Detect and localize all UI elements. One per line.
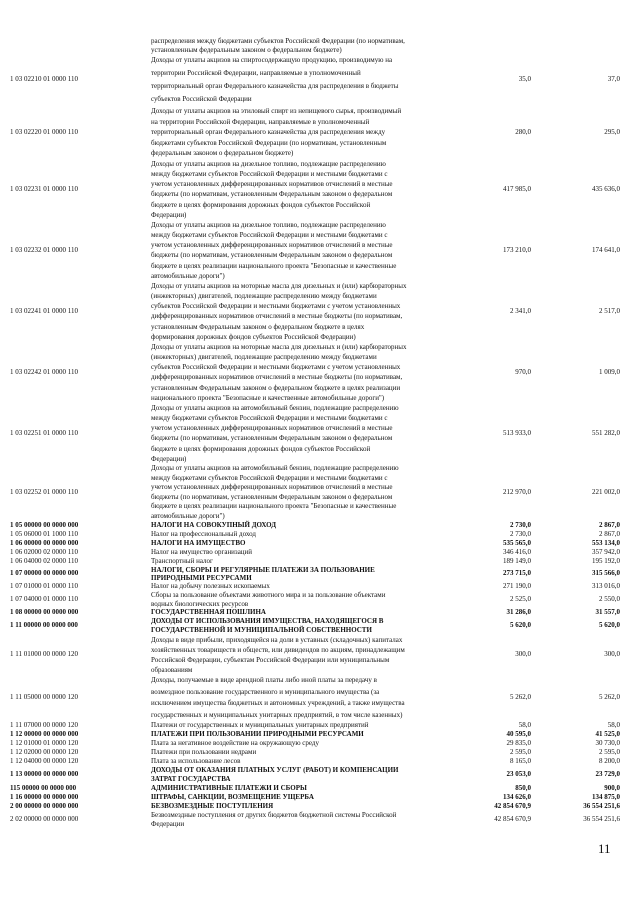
row-code: 1 12 04000 00 0000 120	[10, 756, 79, 765]
description-line: дифференцированных нормативов отчислений в местные бюджеты (по нормативам,	[151, 373, 403, 382]
description-line: между бюджетами субъектов Российской Федерации и местными бюджетами с	[151, 414, 388, 423]
description-line: национального проекта "Безопасные и качественные автомобильные дороги")	[151, 393, 385, 402]
row-description	[151, 557, 451, 566]
description-line: Доходы от уплаты акцизов на дизельное топливо, подлежащие распределению	[151, 160, 386, 168]
table-row	[0, 281, 640, 342]
table-row	[0, 730, 640, 739]
row-value-year2: 2 517,0	[599, 306, 620, 315]
table-row	[0, 608, 640, 617]
description-line: бюджеты (по нормативам, установленным Федеральным законом о федеральном	[151, 434, 393, 443]
row-value-year2: 5 262,0	[599, 693, 620, 701]
description-line: Сборы за пользование объектами животного мира и за пользование объектами	[151, 591, 386, 599]
table-row	[0, 566, 640, 582]
table-row	[0, 159, 640, 220]
row-description	[151, 106, 451, 159]
row-code: 1 03 02241 01 0000 110	[10, 306, 78, 315]
row-value-year2: 2 867,0	[599, 520, 620, 529]
row-value-year1: 2 730,0	[510, 529, 531, 538]
row-value-year1: 2 341,0	[510, 306, 531, 315]
row-value-year1: 2 525,0	[510, 594, 531, 603]
description-line: Транспортный налог	[151, 557, 213, 565]
description-line: НАЛОГИ НА ИМУЩЕСТВО	[151, 539, 246, 547]
description-line: водных биологических ресурсов	[151, 599, 249, 608]
row-value-year2: 2 595,0	[599, 747, 620, 756]
row-value-year2: 8 200,0	[599, 756, 620, 765]
description-line: Доходы от уплаты акцизов на автомобильный бензин, подлежащие распределению	[151, 464, 399, 472]
row-code: 1 03 02210 01 0000 110	[10, 75, 78, 83]
row-value-year1: 273 715,0	[503, 569, 531, 577]
description-line: учетом установленных дифференцированных нормативов отчислений в местные	[151, 180, 393, 189]
row-value-year1: 417 985,0	[503, 184, 531, 193]
description-line: бюджете в целях формирования дорожных фондов субъектов Российской	[151, 444, 371, 453]
row-code: 115 00000 00 0000 000	[10, 783, 77, 792]
description-line: ПРИРОДНЫМИ РЕСУРСАМИ	[151, 574, 252, 582]
row-description	[151, 582, 451, 591]
description-line: между бюджетами субъектов Российской Федерации и местными бюджетами с	[151, 231, 388, 240]
description-line: Безвозмездные поступления от других бюджетов бюджетной системы Российской	[151, 811, 397, 819]
row-value-year1: 970,0	[515, 367, 531, 376]
row-code: 1 03 02251 01 0000 110	[10, 428, 78, 437]
description-line: установленным Федеральным законом о федеральном бюджете в целях реализации	[151, 383, 401, 392]
row-value-year1: 535 565,0	[503, 538, 531, 547]
table-row	[0, 106, 640, 159]
row-value-year1: 173 210,0	[503, 245, 531, 254]
row-value-year2: 900,0	[604, 783, 620, 792]
row-code: 1 03 02252 01 0000 110	[10, 487, 78, 496]
row-value-year2: 41 525,0	[595, 729, 620, 738]
row-description	[151, 159, 451, 220]
row-value-year2: 2 550,0	[599, 594, 620, 603]
description-line: НАЛОГИ, СБОРЫ И РЕГУЛЯРНЫЕ ПЛАТЕЖИ ЗА ПОЛЬЗОВАНИЕ	[151, 566, 375, 574]
description-line: Доходы от уплаты акцизов на спиртосодержащую продукцию, производимую на	[151, 56, 393, 64]
row-value-year2: 221 002,0	[592, 487, 620, 496]
row-description	[151, 784, 451, 793]
description-line: федеральным законом о федеральном бюджете)	[151, 149, 294, 158]
row-description	[151, 548, 451, 557]
table-row	[0, 521, 640, 530]
row-description	[151, 464, 451, 521]
row-code: 1 11 05000 00 0000 120	[10, 693, 78, 701]
description-line: Доходы от уплаты акцизов на автомобильный бензин, подлежащие распределению	[151, 404, 399, 412]
row-description	[151, 635, 451, 675]
description-line: Плата за использование лесов	[151, 757, 241, 765]
description-line: (инжекторных) двигателей, подлежащие распределению между бюджетами	[151, 353, 377, 362]
row-code: 1 07 04000 01 0000 110	[10, 594, 78, 603]
row-code: 1 11 07000 00 0000 120	[10, 720, 78, 729]
table-row	[0, 403, 640, 464]
description-line: Доходы от уплаты акцизов на этиловый спирт из непищевого сырья, производимый	[151, 107, 402, 115]
table-row	[0, 748, 640, 757]
row-value-year1: 42 854 670,9	[494, 801, 531, 810]
description-line: Федерации	[151, 820, 185, 828]
description-line: НАЛОГИ НА СОВОКУПНЫЙ ДОХОД	[151, 521, 277, 529]
table-row	[0, 530, 640, 539]
row-code: 1 06 00000 00 0000 000	[10, 538, 79, 547]
row-value-year1: 271 190,0	[503, 581, 531, 590]
table-row	[0, 617, 640, 635]
row-description	[151, 793, 451, 802]
row-value-year2: 134 875,0	[592, 792, 620, 801]
row-value-year2: 435 636,0	[592, 184, 620, 193]
description-line: Плата за негативное воздействие на окружающую среду	[151, 739, 319, 747]
description-line: ШТРАФЫ, САНКЦИИ, ВОЗМЕЩЕНИЕ УЩЕРБА	[151, 793, 314, 801]
table-row	[0, 591, 640, 608]
table-row	[0, 220, 640, 281]
description-line: распределения между бюджетами субъектов Российской Федерации (по нормативам,	[151, 37, 405, 45]
table-row	[0, 766, 640, 784]
description-line: ГОСУДАРСТВЕННОЙ И МУНИЦИПАЛЬНОЙ СОБСТВЕННОСТИ	[151, 626, 372, 634]
description-line: территориальный орган Федерального казначейства для распределения в бюджеты	[151, 82, 399, 90]
row-code: 1 03 02231 01 0000 110	[10, 184, 78, 193]
row-value-year1: 134 626,0	[503, 792, 531, 801]
row-code: 1 08 00000 00 0000 000	[10, 607, 79, 616]
table-row	[0, 802, 640, 811]
row-code: 1 03 02232 01 0000 110	[10, 245, 78, 254]
description-line: Платежи при пользовании недрами	[151, 748, 257, 756]
row-description	[151, 766, 451, 784]
description-line: Платежи от государственных и муниципальных унитарных предприятий	[151, 721, 369, 729]
table-row	[0, 342, 640, 403]
description-line: территории Российской Федерации, направляемые в уполномоченный	[151, 69, 361, 77]
row-description	[151, 721, 451, 730]
row-value-year2: 36 554 251,6	[583, 801, 620, 810]
description-line: субъектов Российской Федерации и местными бюджетами с учетом установленных	[151, 302, 401, 311]
row-value-year2: 31 557,0	[595, 607, 620, 616]
row-value-year2: 36 554 251,6	[583, 815, 620, 823]
description-line: учетом установленных дифференцированных нормативов отчислений в местные	[151, 241, 393, 250]
description-line: бюджеты (по нормативам, установленным Федеральным законом о федеральном	[151, 190, 393, 199]
table-row	[0, 811, 640, 829]
row-value-year1: 58,0	[518, 720, 531, 729]
description-line: Налог на добычу полезных ископаемых	[151, 582, 270, 590]
description-line: Налог на профессиональный доход	[151, 530, 256, 538]
description-line: учетом установленных дифференцированных нормативов отчислений в местные	[151, 424, 393, 433]
row-code: 1 12 00000 00 0000 000	[10, 729, 79, 738]
description-line: бюджеты (по нормативам, установленным Федеральным законом о федеральном	[151, 251, 393, 260]
row-code: 1 06 04000 02 0000 110	[10, 556, 78, 565]
table-row	[0, 793, 640, 802]
description-line: бюджете в целях формирования дорожных фондов субъектов Российской	[151, 200, 371, 209]
description-line: бюджеты (по нормативам, установленным Федеральным законом о федеральном	[151, 492, 393, 501]
description-line: бюджете в целях реализации национального проекта "Безопасные и качественные	[151, 261, 397, 270]
row-value-year1: 346 416,0	[503, 547, 531, 556]
table-row	[0, 37, 640, 54]
row-value-year2: 300,0	[604, 650, 620, 658]
row-value-year2: 315 566,0	[592, 569, 620, 577]
row-description	[151, 342, 451, 403]
description-line: ГОСУДАРСТВЕННАЯ ПОШЛИНА	[151, 608, 266, 616]
row-code: 1 03 02220 01 0000 110	[10, 127, 78, 136]
row-description	[151, 521, 451, 530]
description-line: ЗАТРАТ ГОСУДАРСТВА	[151, 775, 231, 783]
description-line: автомобильные дороги")	[151, 511, 225, 520]
table-row	[0, 54, 640, 106]
row-description	[151, 608, 451, 617]
description-line: установленным федеральным законом о федеральном бюджете)	[151, 45, 342, 54]
row-code: 2 02 00000 00 0000 000	[10, 815, 79, 823]
revenue-table	[0, 37, 640, 829]
description-line: Доходы от уплаты акцизов на моторные масла для дизельных и (или) карбюраторных	[151, 343, 407, 351]
row-value-year2: 295,0	[604, 127, 620, 136]
description-line: возмездное пользование государственного и муниципального имущества (за	[151, 687, 380, 696]
row-description	[151, 530, 451, 539]
row-value-year1: 280,0	[515, 127, 531, 136]
row-value-year2: 37,0	[607, 75, 620, 83]
description-line: между бюджетами субъектов Российской Федерации и местными бюджетами с	[151, 170, 388, 179]
row-value-year1: 850,0	[515, 783, 531, 792]
row-description	[151, 281, 451, 342]
row-value-year2: 357 942,0	[592, 547, 620, 556]
row-value-year2: 1 009,0	[599, 367, 620, 376]
description-line: АДМИНИСТРАТИВНЫЕ ПЛАТЕЖИ И СБОРЫ	[151, 784, 307, 792]
table-row	[0, 784, 640, 793]
description-line: государственных и муниципальных унитарных предприятий, в том числе казенных)	[151, 710, 403, 719]
description-line: дифференцированных нормативов отчислений в местные бюджеты (по нормативам,	[151, 312, 403, 321]
row-code: 1 11 00000 00 0000 000	[10, 621, 78, 629]
row-code: 1 16 00000 00 0000 000	[10, 792, 79, 801]
table-row	[0, 582, 640, 591]
description-line: территориальный орган Федерального казначейства для распределения между	[151, 128, 386, 137]
description-line: учетом установленных дифференцированных нормативов отчислений в местные	[151, 483, 393, 491]
row-code: 1 03 02242 01 0000 110	[10, 367, 78, 376]
row-value-year2: 551 282,0	[592, 428, 620, 437]
row-value-year1: 31 286,0	[506, 607, 531, 616]
table-row	[0, 739, 640, 748]
row-code: 1 12 01000 01 0000 120	[10, 738, 79, 747]
description-line: хозяйственных товариществ и обществ, или дивидендов по акциям, принадлежащим	[151, 646, 405, 654]
row-code: 1 07 01000 01 0000 110	[10, 581, 78, 590]
row-value-year1: 513 933,0	[503, 428, 531, 437]
row-value-year1: 2 730,0	[510, 520, 531, 529]
row-description	[151, 539, 451, 548]
row-value-year2: 58,0	[607, 720, 620, 729]
page-number: 11	[598, 841, 611, 856]
row-code: 1 06 02000 02 0000 110	[10, 547, 78, 556]
table-row	[0, 548, 640, 557]
row-value-year2: 313 016,0	[592, 581, 620, 590]
description-line: БЕЗВОЗМЕЗДНЫЕ ПОСТУПЛЕНИЯ	[151, 802, 274, 810]
table-row	[0, 721, 640, 730]
row-value-year1: 5 262,0	[510, 693, 531, 701]
description-line: установленным Федеральным законом о федеральном бюджете в целях	[151, 322, 365, 331]
row-value-year1: 2 595,0	[510, 747, 531, 756]
description-line: образованиям	[151, 666, 193, 674]
row-value-year1: 189 149,0	[503, 556, 531, 565]
row-description	[151, 675, 451, 721]
row-description	[151, 617, 451, 635]
row-description	[151, 591, 451, 608]
row-code: 2 00 00000 00 0000 000	[10, 801, 79, 810]
description-line: бюджете в целях реализации национального проекта "Безопасные и качественные	[151, 502, 397, 510]
description-line: Доходы от уплаты акцизов на дизельное топливо, подлежащие распределению	[151, 221, 386, 229]
row-code: 1 12 02000 00 0000 120	[10, 747, 79, 756]
row-value-year2: 553 134,0	[592, 538, 620, 547]
row-description	[151, 37, 451, 54]
row-value-year2: 30 730,0	[595, 738, 620, 747]
description-line: Налог на имущество организаций	[151, 548, 253, 556]
description-line: Федерации)	[151, 454, 187, 463]
row-code: 1 07 00000 00 0000 000	[10, 569, 79, 577]
row-value-year2: 2 867,0	[599, 529, 620, 538]
row-value-year1: 29 835,0	[506, 738, 531, 747]
row-code: 1 11 01000 00 0000 120	[10, 650, 78, 658]
row-value-year2: 5 620,0	[599, 621, 620, 629]
description-line: Доходы от уплаты акцизов на моторные масла для дизельных и (или) карбюраторных	[151, 282, 407, 290]
row-description	[151, 748, 451, 757]
row-description	[151, 739, 451, 748]
description-line: между бюджетами субъектов Российской Федерации и местными бюджетами с	[151, 473, 388, 482]
description-line: бюджетами субъектов Российской Федерации (по нормативам, установленным	[151, 138, 387, 147]
description-line: субъектов Российской Федерации и местными бюджетами с учетом установленных	[151, 363, 401, 372]
row-value-year1: 35,0	[518, 75, 531, 83]
table-row	[0, 757, 640, 766]
row-description	[151, 802, 451, 811]
row-value-year2: 174 641,0	[592, 245, 620, 254]
description-line: на территории Российской Федерации, направляемые в уполномоченный	[151, 117, 370, 126]
row-value-year2: 195 192,0	[592, 556, 620, 565]
row-value-year1: 8 165,0	[510, 756, 531, 765]
description-line: Доходы, получаемые в виде арендной платы либо иной платы за передачу в	[151, 676, 377, 684]
row-value-year1: 212 970,0	[503, 487, 531, 496]
row-value-year1: 300,0	[515, 650, 531, 658]
row-code: 1 05 06000 01 1000 110	[10, 529, 78, 538]
row-description	[151, 566, 451, 582]
row-code: 1 13 00000 00 0000 000	[10, 770, 79, 778]
row-description	[151, 730, 451, 739]
table-row	[0, 539, 640, 548]
row-value-year1: 42 854 670,9	[494, 815, 531, 823]
description-line: Федерации)	[151, 210, 187, 219]
table-row	[0, 557, 640, 566]
table-row	[0, 635, 640, 675]
row-value-year1: 40 595,0	[506, 729, 531, 738]
table-row	[0, 675, 640, 721]
table-row	[0, 464, 640, 521]
description-line: ДОХОДЫ ОТ ИСПОЛЬЗОВАНИЯ ИМУЩЕСТВА, НАХОДЯЩЕГОСЯ В	[151, 617, 384, 625]
row-description	[151, 403, 451, 464]
row-code: 1 05 00000 00 0000 000	[10, 520, 79, 529]
row-description	[151, 811, 451, 829]
description-line: ПЛАТЕЖИ ПРИ ПОЛЬЗОВАНИИ ПРИРОДНЫМИ РЕСУРСАМИ	[151, 730, 364, 738]
row-description	[151, 54, 451, 106]
description-line: Доходы в виде прибыли, приходящейся на доли в уставных (складочных) капиталах	[151, 636, 403, 644]
row-description	[151, 220, 451, 281]
row-description	[151, 757, 451, 766]
description-line: Российской Федерации, субъектам Российской Федерации или муниципальным	[151, 656, 390, 664]
description-line: (инжекторных) двигателей, подлежащие распределению между бюджетами	[151, 292, 377, 301]
row-value-year1: 5 620,0	[510, 621, 531, 629]
description-line: субъектов Российской Федерации	[151, 95, 252, 103]
row-value-year1: 23 053,0	[506, 770, 531, 778]
description-line: ДОХОДЫ ОТ ОКАЗАНИЯ ПЛАТНЫХ УСЛУГ (РАБОТ) И КОМПЕНСАЦИИ	[151, 766, 399, 774]
description-line: исключением имущества бюджетных и автономных учреждений, а также имущества	[151, 699, 405, 707]
row-value-year2: 23 729,0	[595, 770, 620, 778]
description-line: формирования дорожных фондов субъектов Российской Федерации)	[151, 332, 356, 341]
description-line: автомобильные дороги")	[151, 271, 225, 280]
